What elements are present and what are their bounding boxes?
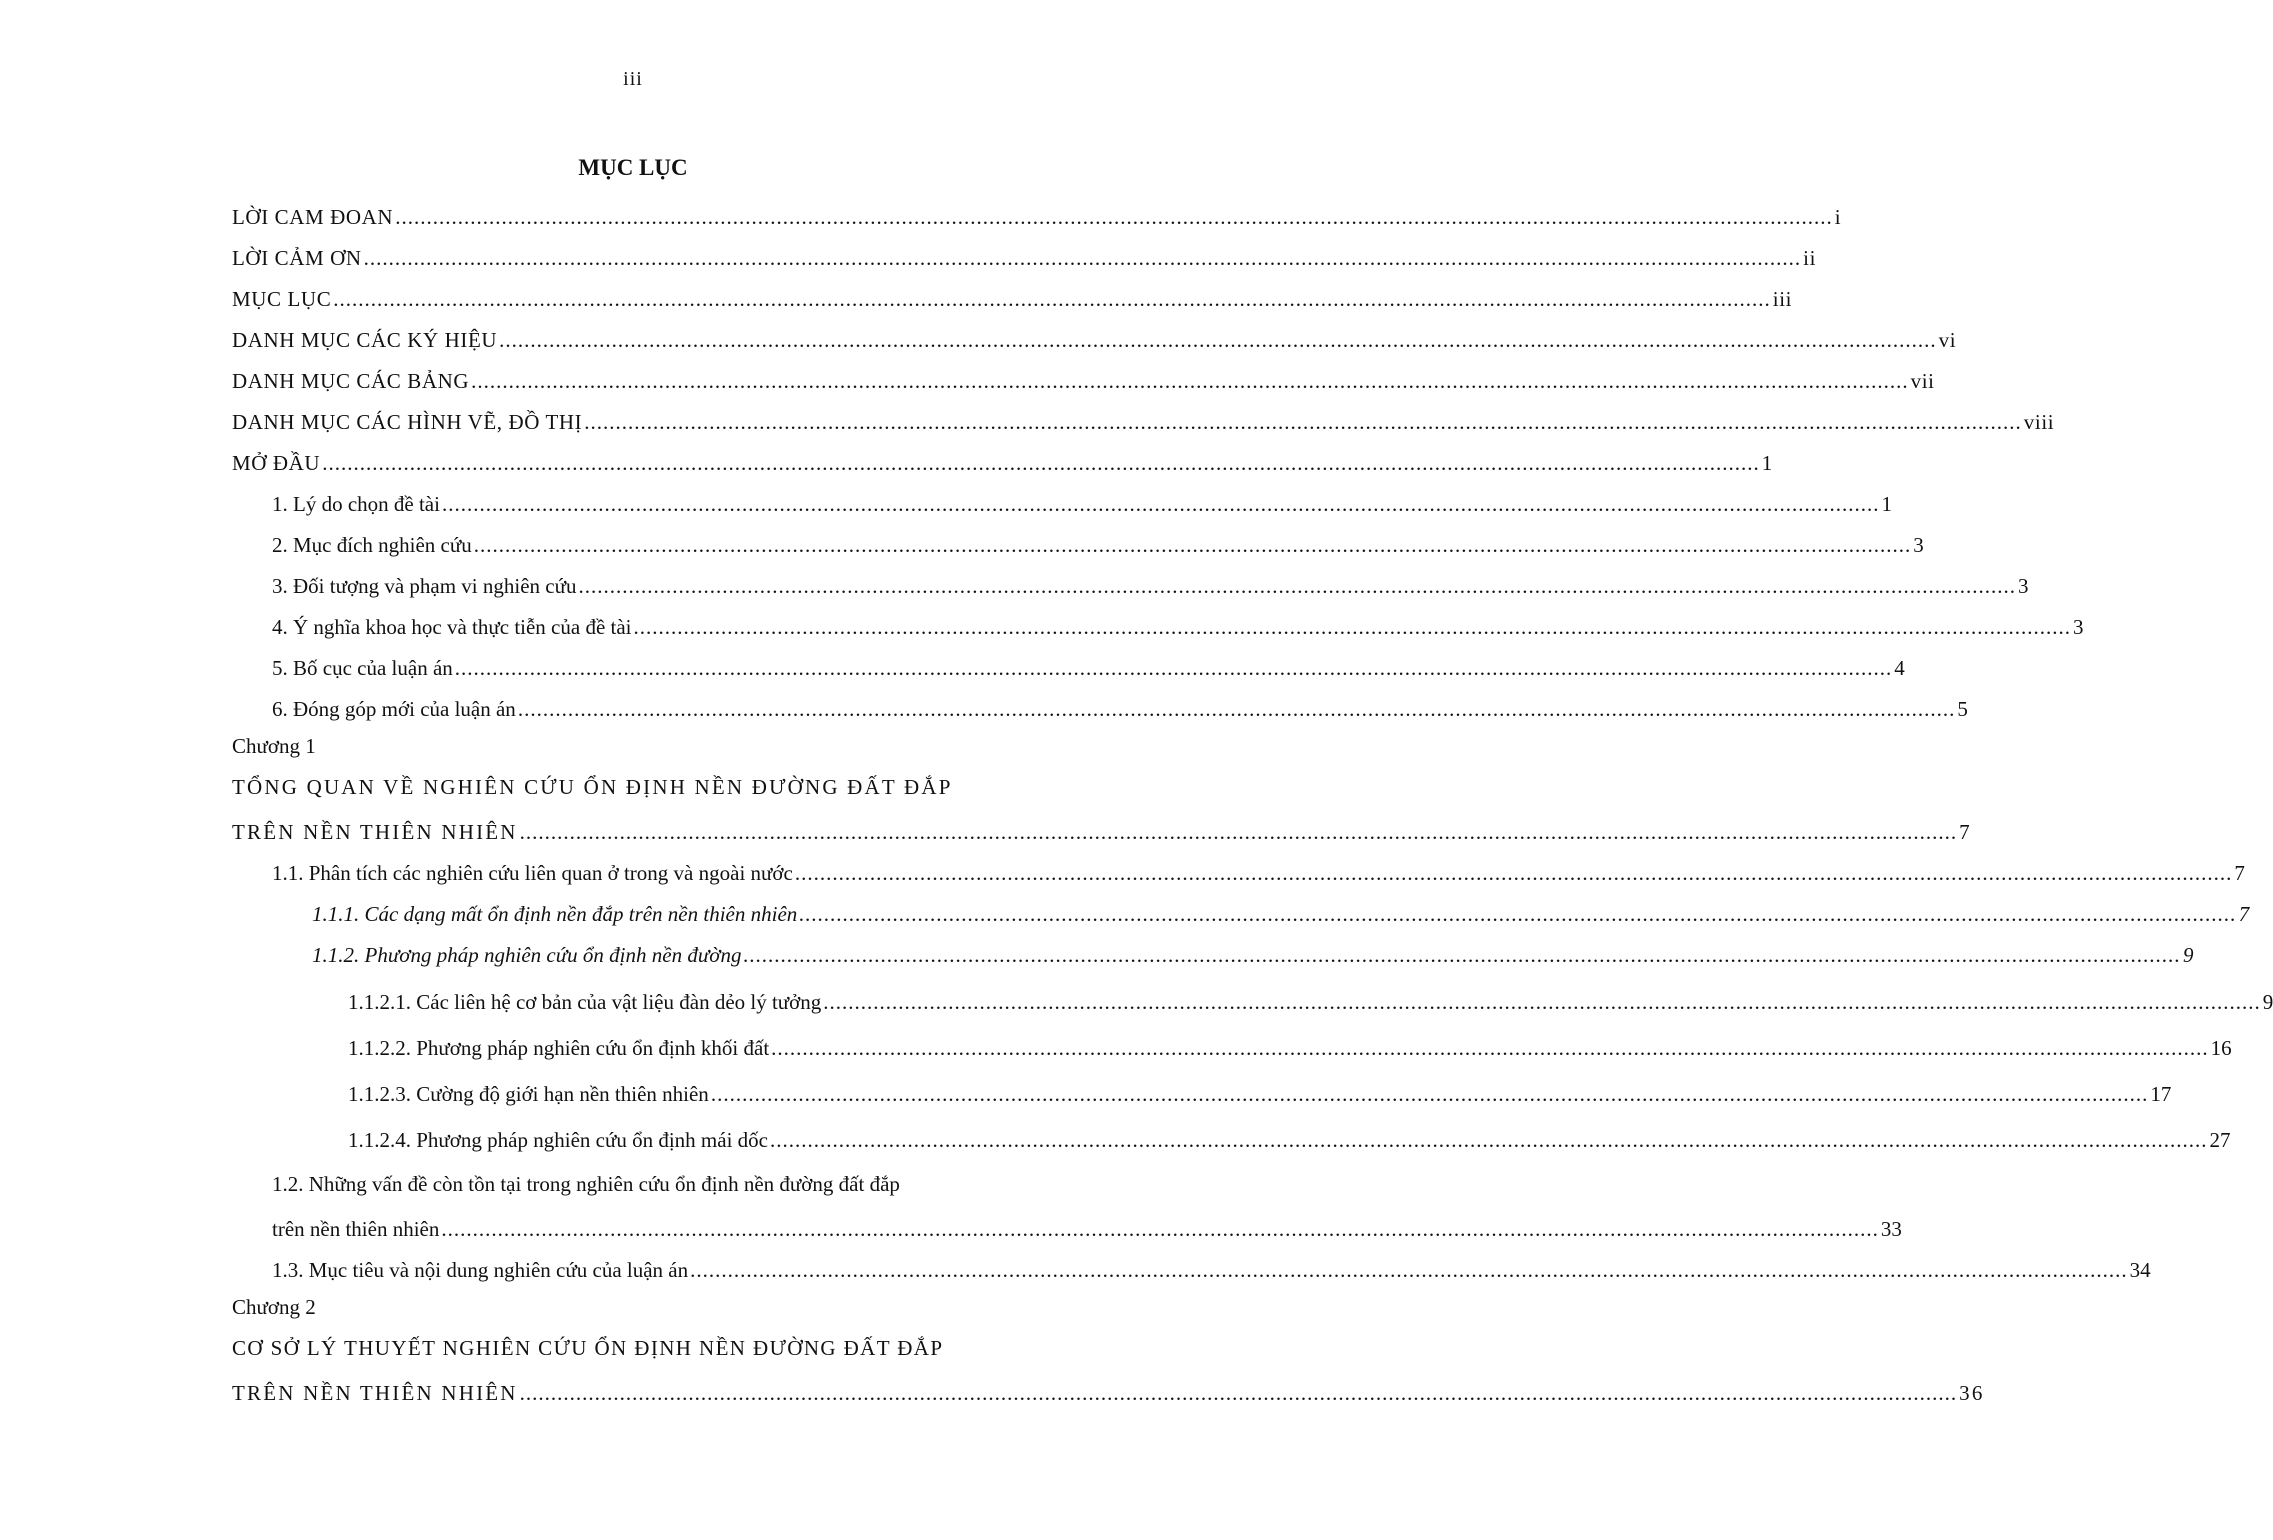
toc-entry-1-2-line-1[interactable]: 1.2. Những vấn đề còn tồn tại trong nghiên cứu ổn định nền đường đất đắp [272, 1172, 900, 1196]
toc-entry-dong-gop[interactable]: 6. Đóng góp mới của luận án ...................................................................................................................................................................................................................................... 5 [272, 697, 1968, 721]
toc-entry-danh-muc-hinh-ve[interactable]: DANH MỤC CÁC HÌNH VẼ, ĐỒ THỊ ...................................................................................................................................................................................................................................... viii [232, 410, 2055, 434]
toc-entry-1-2[interactable]: trên nền thiên nhiên ...................................................................................................................................................................................................................................... 33 [272, 1217, 1902, 1241]
toc-entry-1-1-2-1[interactable]: 1.1.2.1. Các liên hệ cơ bản của vật liệu đàn dẻo lý tưởng ...................................................................................................................................................................................................................................... 9 [348, 990, 2273, 1014]
toc-entry-1-1-2[interactable]: 1.1.2. Phương pháp nghiên cứu ổn định nền đường ...................................................................................................................................................................................................................................... 9 [312, 943, 2194, 967]
toc-entry-1-1-2-3[interactable]: 1.1.2.3. Cường độ giới hạn nền thiên nhiên ...................................................................................................................................................................................................................................... 17 [348, 1082, 2172, 1106]
toc-entry-ly-do[interactable]: 1. Lý do chọn đề tài ...................................................................................................................................................................................................................................... 1 [272, 492, 1892, 516]
toc-entry-muc-dich[interactable]: 2. Mục đích nghiên cứu ...................................................................................................................................................................................................................................... 3 [272, 533, 1924, 557]
page-title: MỤC LỤC [578, 155, 688, 180]
chapter-2-label: Chương 2 [232, 1295, 316, 1319]
chapter-1-label: Chương 1 [232, 734, 316, 758]
toc-entry-1-3[interactable]: 1.3. Mục tiêu và nội dung nghiên cứu của luận án ...................................................................................................................................................................................................................................... 34 [272, 1258, 2151, 1282]
toc-entry-1-1-2-4[interactable]: 1.1.2.4. Phương pháp nghiên cứu ổn định mái dốc ...................................................................................................................................................................................................................................... 27 [348, 1128, 2231, 1152]
toc-entry-y-nghia[interactable]: 4. Ý nghĩa khoa học và thực tiễn của đề tài ...................................................................................................................................................................................................................................... 3 [272, 615, 2084, 639]
toc-entry-1-1[interactable]: 1.1. Phân tích các nghiên cứu liên quan ở trong và ngoài nước ...................................................................................................................................................................................................................................... 7 [272, 861, 2245, 885]
toc-entry-danh-muc-ky-hieu[interactable]: DANH MỤC CÁC KÝ HIỆU ...................................................................................................................................................................................................................................... vi [232, 328, 1957, 352]
toc-entry-danh-muc-bang[interactable]: DANH MỤC CÁC BẢNG ...................................................................................................................................................................................................................................... vii [232, 369, 1935, 393]
chapter-1-title[interactable]: TỔNG QUAN VỀ NGHIÊN CỨU ỔN ĐỊNH NỀN ĐƯỜNG ĐẤT ĐẮP [232, 775, 953, 799]
toc-entry-1-1-1[interactable]: 1.1.1. Các dạng mất ổn định nền đắp trên nền thiên nhiên ...................................................................................................................................................................................................................................... 7 [312, 902, 2250, 926]
toc-entry-loi-cam-doan[interactable]: LỜI CAM ĐOAN ...................................................................................................................................................................................................................................... i [232, 205, 1842, 229]
page-number: iii [623, 68, 643, 90]
toc-entry-muc-luc[interactable]: MỤC LỤC ...................................................................................................................................................................................................................................... iii [232, 287, 1793, 311]
toc-entry-chapter-2[interactable]: TRÊN NỀN THIÊN NHIÊN ...................................................................................................................................................................................................................................... 36 [232, 1381, 1985, 1405]
toc-entry-bo-cuc[interactable]: 5. Bố cục của luận án ...................................................................................................................................................................................................................................... 4 [272, 656, 1905, 680]
toc-entry-loi-cam-on[interactable]: LỜI CẢM ƠN ...................................................................................................................................................................................................................................... ii [232, 246, 1817, 270]
toc-entry-doi-tuong[interactable]: 3. Đối tượng và phạm vi nghiên cứu ...................................................................................................................................................................................................................................... 3 [272, 574, 2029, 598]
toc-entry-mo-dau[interactable]: MỞ ĐẦU ...................................................................................................................................................................................................................................... 1 [232, 451, 1773, 475]
chapter-2-title[interactable]: CƠ SỞ LÝ THUYẾT NGHIÊN CỨU ỔN ĐỊNH NỀN ĐƯỜNG ĐẤT ĐẮP [232, 1336, 944, 1360]
toc-entry-chapter-1[interactable]: TRÊN NỀN THIÊN NHIÊN ...................................................................................................................................................................................................................................... 7 [232, 820, 1972, 844]
toc-entry-1-1-2-2[interactable]: 1.1.2.2. Phương pháp nghiên cứu ổn định khối đất ...................................................................................................................................................................................................................................... 16 [348, 1036, 2232, 1060]
